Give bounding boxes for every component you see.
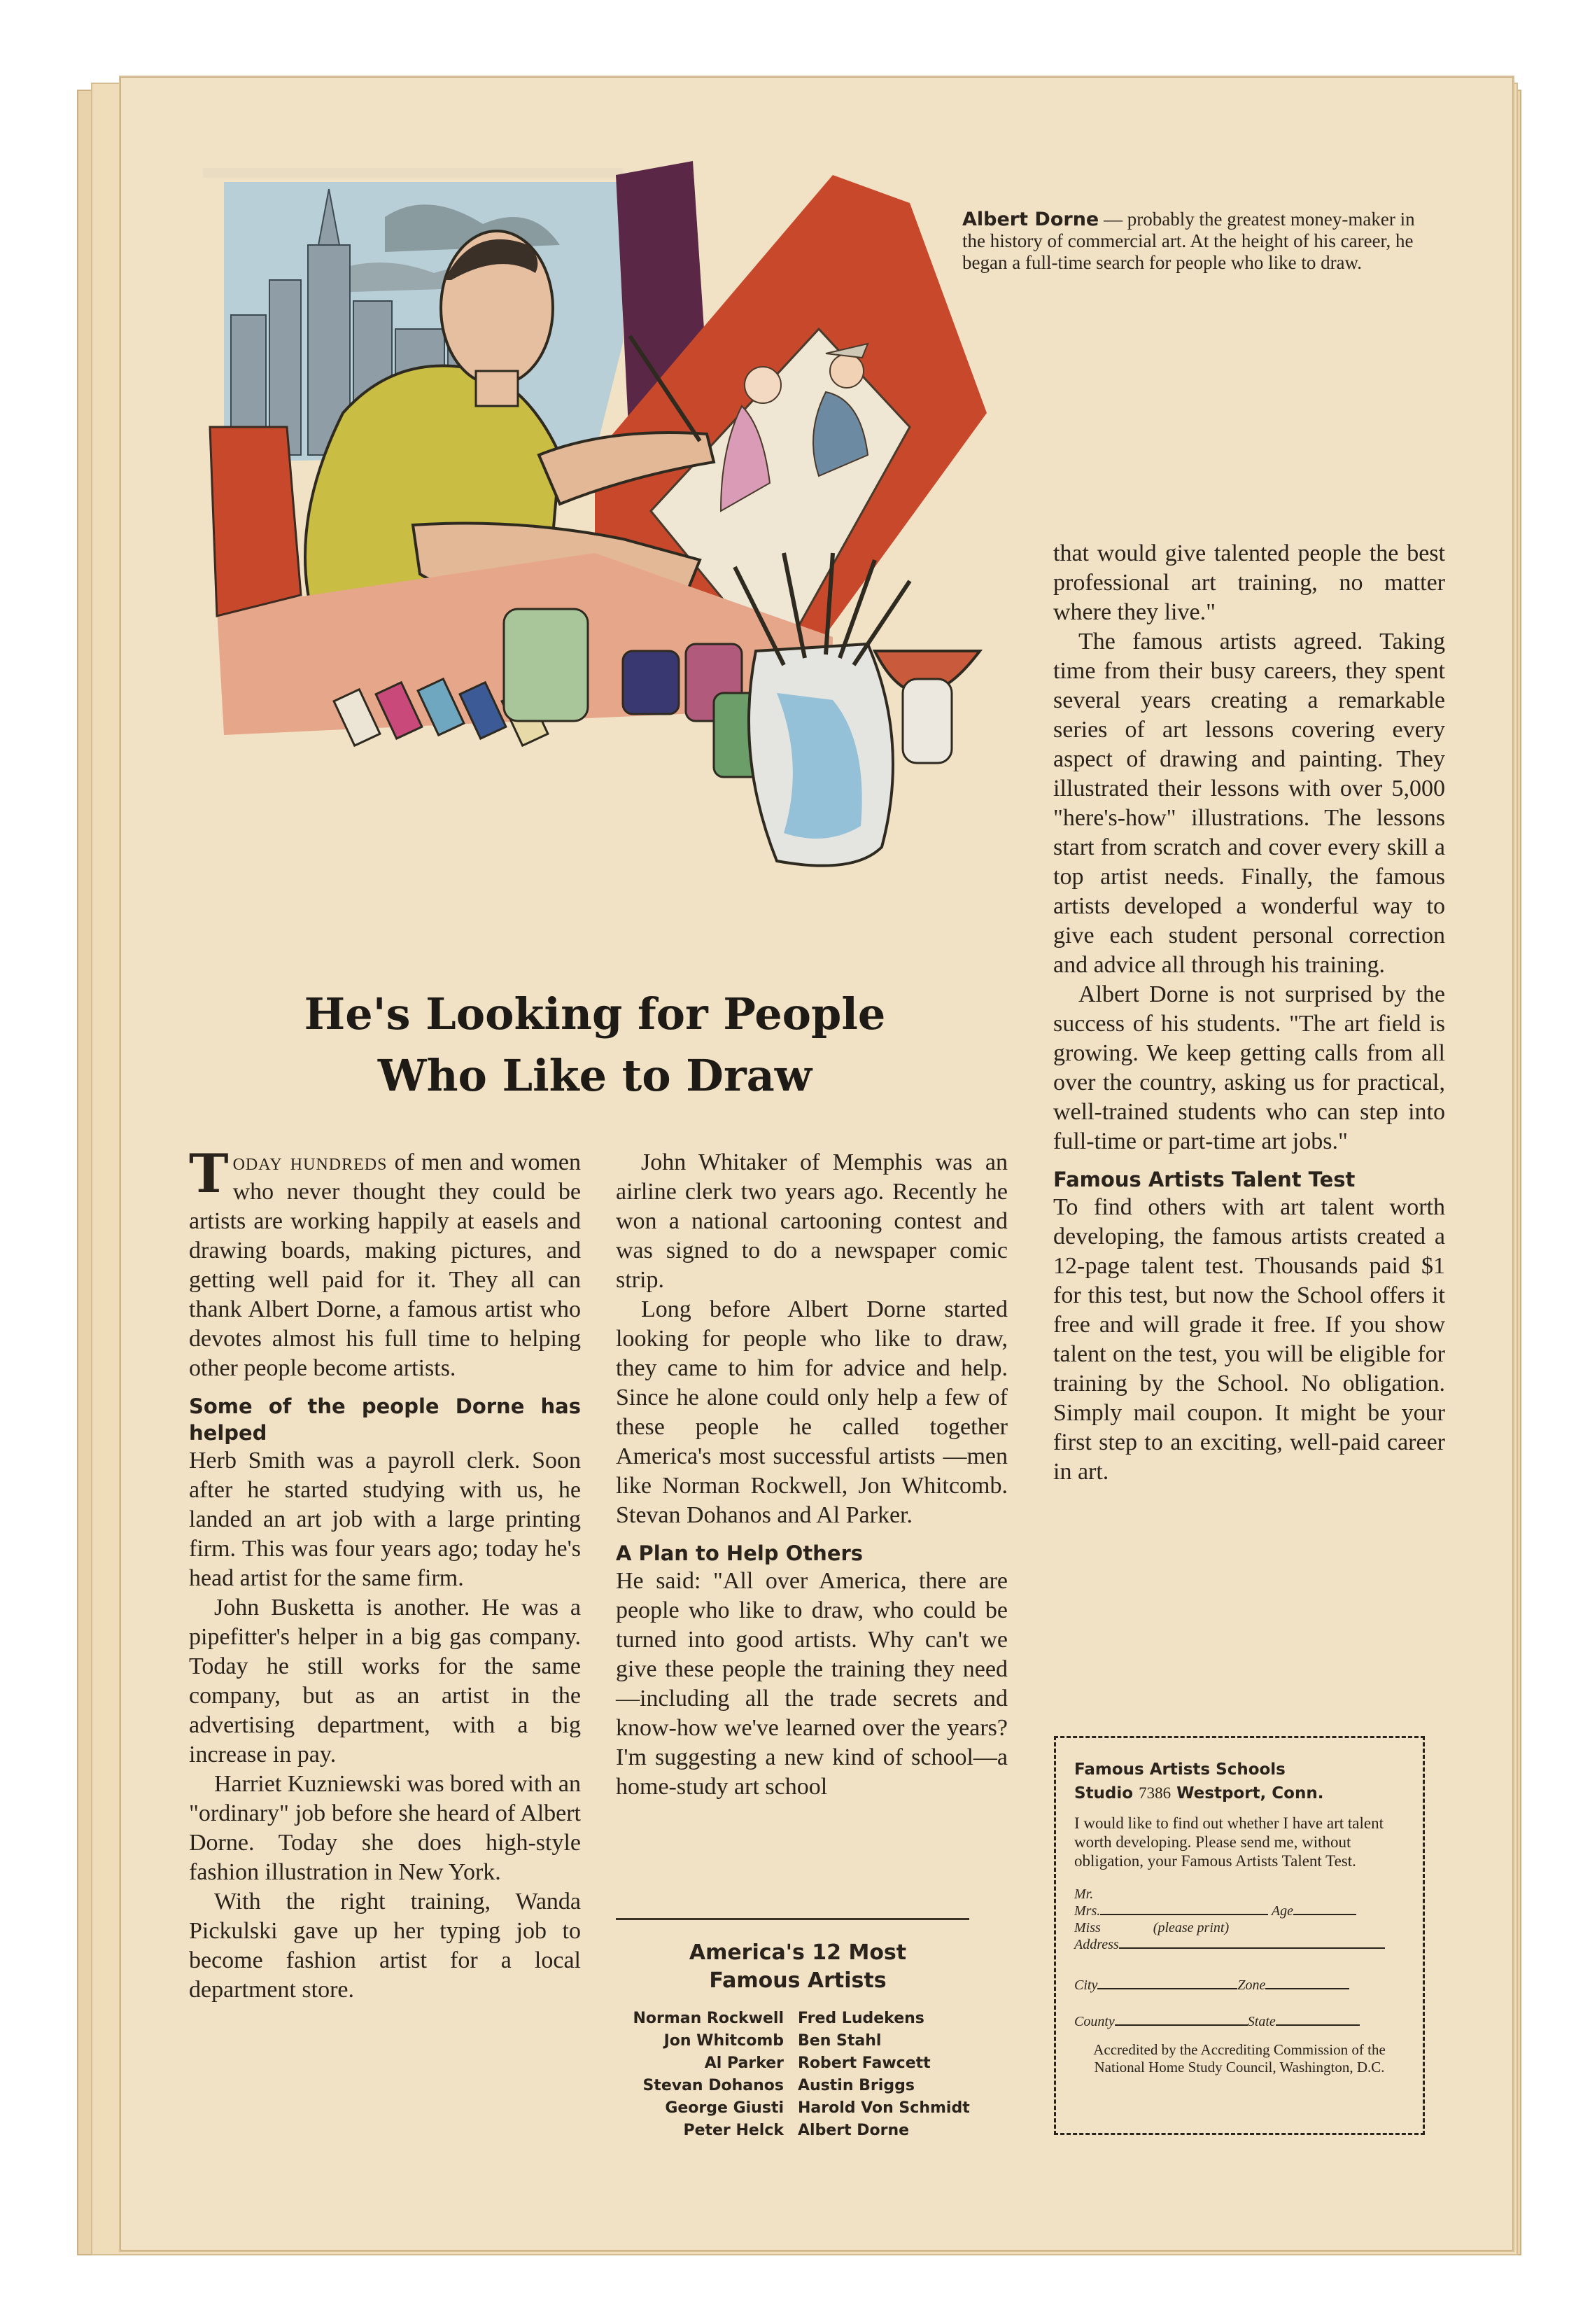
- state-line[interactable]: [1276, 2024, 1360, 2026]
- county-label: County: [1074, 2014, 1115, 2029]
- artist-name: Ben Stahl: [798, 2032, 882, 2050]
- artist-name: Stevan Dohanos: [642, 2077, 784, 2094]
- artist-name: Austin Briggs: [798, 2077, 915, 2094]
- artist-name: Harold Von Schmidt: [798, 2099, 970, 2117]
- county-line[interactable]: [1115, 2024, 1248, 2026]
- age-line[interactable]: [1293, 1914, 1356, 1915]
- address-label: Address: [1074, 1937, 1119, 1952]
- headline-line-2: Who Like to Draw: [377, 1050, 812, 1101]
- drop-cap: T: [189, 1142, 229, 1205]
- page-headline: [210, 983, 980, 1107]
- county-state-field[interactable]: [1074, 2013, 1405, 2030]
- mail-coupon[interactable]: [1054, 1736, 1425, 2135]
- col3-paragraph-2: The famous artists agreed. Taking time from their busy careers, they spent several years creating a remarkable series of art lessons covering every aspect of drawing and painting. They illustrated their lessons with over 5,000 "here's-how" illustrations. The lessons start from scratch and cover every skill a top artist needs. Finally, the famous artists developed a wonderful way to give each student personal correction and advice all through his training.: [1053, 629, 1445, 978]
- name-field-group[interactable]: [1074, 1886, 1405, 1936]
- address-field[interactable]: [1074, 1936, 1405, 1953]
- zone-line[interactable]: [1265, 1988, 1349, 1989]
- headline-line-1: He's Looking for People: [304, 988, 886, 1040]
- col1-paragraph-2: Herb Smith was a payroll clerk. Soon after he started studying with us, he landed an art job with a large printing firm. This was four years ago; today he's head artist for the same firm.: [189, 1448, 581, 1591]
- col1-subhead: Some of the people Dorne has helped: [189, 1394, 581, 1445]
- city-zone-field[interactable]: [1074, 1977, 1405, 1994]
- col2-subhead: A Plan to Help Others: [616, 1541, 864, 1565]
- coupon-school: Famous Artists Schools: [1074, 1760, 1286, 1779]
- mrs-label: Mrs.: [1074, 1903, 1101, 1919]
- artist-illustration: [203, 161, 1036, 973]
- artists-list-left: [602, 2008, 784, 2142]
- lead-smallcaps: oday hundreds: [232, 1149, 388, 1175]
- name-line[interactable]: [1100, 1914, 1268, 1915]
- artist-name: Al Parker: [704, 2054, 784, 2072]
- illustration-caption: [962, 209, 1438, 274]
- col1-p1-text: of men and women who never thought they could be artists are working happily at easels and drawing boards, making pictures, and getting well paid for it. They all can thank Albert Dorne, a famous artist who devotes almost his full time to helping other people become artists.: [189, 1149, 581, 1381]
- coupon-accreditation: Accredited by the Accrediting Commission of the National Home Study Council, Washington, D.C.: [1093, 2041, 1386, 2076]
- column-3: [1053, 539, 1445, 1487]
- studio-number: 7386: [1139, 1784, 1172, 1802]
- col1-paragraph-3: John Busketta is another. He was a pipefitter's helper in a big gas company. Today he still works for the same company, but as an artist in the advertising department, with a big increase in pay.: [189, 1595, 581, 1768]
- state-label: State: [1247, 2014, 1276, 2029]
- caption-name: Albert Dorne: [962, 209, 1099, 230]
- artist-name: George Giusti: [665, 2099, 784, 2117]
- studio-label: Studio: [1074, 1784, 1134, 1802]
- mr-label: Mr.: [1074, 1886, 1094, 1902]
- col3-subhead: Famous Artists Talent Test: [1053, 1168, 1356, 1191]
- artist-name: Robert Fawcett: [798, 2054, 931, 2072]
- col1-paragraph-4: Harriet Kuzniewski was bored with an "ordinary" job before she heard of Albert Dorne. Today she does high-style fashion illustration in New York.: [189, 1771, 582, 1885]
- please-print-note: (please print): [1153, 1920, 1230, 1935]
- coupon-location: Westport, Conn.: [1176, 1784, 1324, 1802]
- col2-paragraph-2: Long before Albert Dorne started looking for people who like to draw, they came to him for advice and help. Since he alone could only help a few of these people he called together America's most successful artists —men like Norman Rockwell, Jon Whitcomb. Stevan Dohanos and Al Parker.: [616, 1296, 1008, 1528]
- col2-paragraph-3: He said: "All over America, there are people who like to draw, who could be turned into good artists. Why can't we give these people the training they need—including all the trade secrets and know-how we've learned over the years? I'm suggesting a new kind of school—a home-study art school: [616, 1568, 1008, 1800]
- col1-paragraph-1: [189, 1142, 581, 1383]
- artist-name: Jon Whitcomb: [663, 2032, 784, 2050]
- col1-paragraph-5: With the right training, Wanda Pickulski gave up her typing job to become fashion artist for a local department store.: [189, 1889, 581, 2003]
- col3-paragraph-1: that would give talented people the best professional art training, no matter where they live.": [1053, 540, 1445, 625]
- coupon-body: I would like to find out whether I have art talent worth developing. Please send me, without obligation, your Famous Artists Talent Test.: [1074, 1814, 1384, 1870]
- col2-paragraph-1: John Whitaker of Memphis was an airline clerk two years ago. Recently he won a national cartooning contest and was signed to do a newspaper comic strip.: [616, 1149, 1008, 1293]
- artists-list-right: [798, 2008, 1008, 2142]
- artists-divider: [616, 1918, 969, 1920]
- col3-paragraph-4: To find others with art talent worth developing, the famous artists created a 12-page talent test. Thousands paid $1 for this test, but now the School offers it free and will grade it free. If you show talent on the test, you will be eligible for training by the School. No obligation. Simply mail coupon. It might be your first step to an exciting, well-paid career in art.: [1053, 1194, 1445, 1485]
- column-2: [616, 1148, 1008, 1802]
- artists-title-line-1: America's 12 Most: [689, 1940, 907, 1965]
- column-1: [189, 1142, 582, 2005]
- coupon-address-line: [1074, 1782, 1405, 1805]
- zone-label: Zone: [1237, 1977, 1266, 1993]
- address-line[interactable]: [1119, 1947, 1385, 1949]
- city-label: City: [1074, 1977, 1098, 1993]
- caption-text: — probably the greatest money-maker in the history of commercial art. At the height of his career, he began a full-time search for people who like to draw.: [962, 209, 1415, 273]
- artists-title-line-2: Famous Artists: [709, 1968, 887, 1993]
- city-line[interactable]: [1097, 1988, 1237, 1989]
- artist-name: Fred Ludekens: [798, 2010, 924, 2027]
- artist-name: Albert Dorne: [798, 2122, 910, 2139]
- artist-name: Peter Helck: [683, 2122, 784, 2139]
- col3-paragraph-3: Albert Dorne is not surprised by the success of his students. "The art field is growing. We keep getting calls from all over the country, asking us for practical, well-trained students who can step into full-time or part-time art jobs.": [1053, 981, 1445, 1154]
- miss-label: Miss: [1074, 1920, 1101, 1935]
- artist-name: Norman Rockwell: [633, 2010, 784, 2027]
- artists-box-title: [602, 1939, 994, 1995]
- age-label: Age: [1271, 1903, 1293, 1919]
